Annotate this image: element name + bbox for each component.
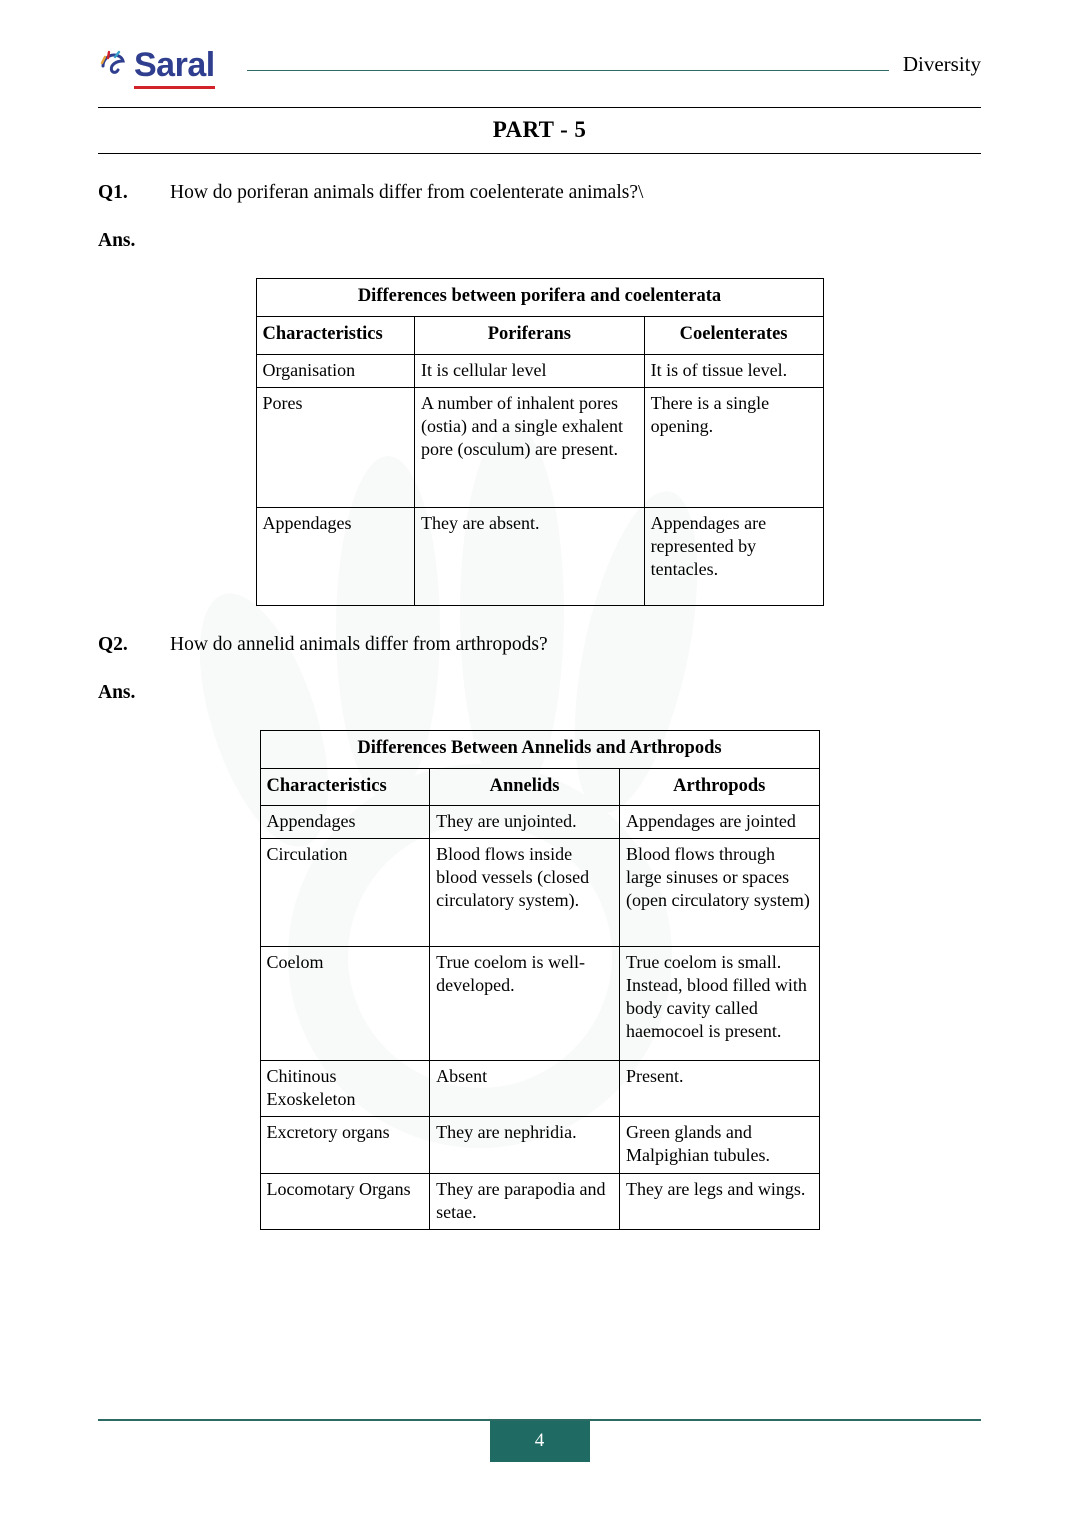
page-header bbox=[98, 0, 981, 85]
cell-characteristic: Circulation bbox=[260, 839, 430, 947]
question-label: Q1. bbox=[98, 182, 128, 203]
table-row bbox=[256, 354, 823, 387]
cell-poriferans: It is cellular level bbox=[415, 354, 645, 387]
table-2-wrapper bbox=[98, 730, 981, 1230]
hand-e-logo-icon bbox=[98, 49, 132, 83]
cell-coelenterates: There is a single opening. bbox=[644, 387, 823, 507]
table-row bbox=[260, 1061, 819, 1117]
header-divider bbox=[247, 69, 889, 71]
cell-arthropods: Blood flows through large sinuses or spaces (open circulatory system) bbox=[619, 839, 819, 947]
column-header-annelids: Annelids bbox=[430, 768, 620, 806]
table-row bbox=[260, 947, 819, 1061]
table-1-wrapper bbox=[98, 278, 981, 605]
cell-characteristic: Chitinous Exoskeleton bbox=[260, 1061, 430, 1117]
table-row bbox=[256, 387, 823, 507]
cell-characteristic: Pores bbox=[256, 387, 415, 507]
page-footer bbox=[0, 1419, 1079, 1462]
table-caption-row bbox=[256, 279, 823, 317]
brand-logo bbox=[98, 46, 215, 85]
part-title: PART - 5 bbox=[492, 117, 587, 142]
question-row bbox=[98, 632, 981, 658]
cell-annelids: Blood flows inside blood vessels (closed circulatory system). bbox=[430, 839, 620, 947]
porifera-coelenterata-table bbox=[256, 278, 824, 605]
table-header-row bbox=[260, 768, 819, 806]
column-header-poriferans: Poriferans bbox=[415, 316, 645, 354]
brand-name: Saral bbox=[134, 46, 215, 84]
cell-coelenterates: Appendages are represented by tentacles. bbox=[644, 507, 823, 605]
annelids-arthropods-table bbox=[260, 730, 820, 1230]
table-header-row bbox=[256, 316, 823, 354]
table-row bbox=[260, 839, 819, 947]
cell-characteristic: Appendages bbox=[256, 507, 415, 605]
question-block-1 bbox=[98, 180, 981, 252]
table-caption-row bbox=[260, 731, 819, 769]
cell-coelenterates: It is of tissue level. bbox=[644, 354, 823, 387]
cell-arthropods: Present. bbox=[619, 1061, 819, 1117]
cell-characteristic: Appendages bbox=[260, 806, 430, 839]
cell-annelids: They are nephridia. bbox=[430, 1117, 620, 1173]
cell-annelids: True coelom is well-developed. bbox=[430, 947, 620, 1061]
question-label: Q2. bbox=[98, 633, 128, 655]
cell-characteristic: Excretory organs bbox=[260, 1117, 430, 1173]
part-heading-bar bbox=[98, 107, 981, 154]
cell-arthropods: They are legs and wings. bbox=[619, 1173, 819, 1229]
answer-label: Ans. bbox=[98, 682, 136, 703]
table-caption: Differences between porifera and coelenterata bbox=[256, 279, 823, 317]
column-header-arthropods: Arthropods bbox=[619, 768, 819, 806]
cell-characteristic: Organisation bbox=[256, 354, 415, 387]
cell-poriferans: They are absent. bbox=[415, 507, 645, 605]
question-row bbox=[98, 180, 981, 206]
column-header-coelenterates: Coelenterates bbox=[644, 316, 823, 354]
table-caption: Differences Between Annelids and Arthropods bbox=[260, 731, 819, 769]
table-row bbox=[260, 1173, 819, 1229]
cell-arthropods: Green glands and Malpighian tubules. bbox=[619, 1117, 819, 1173]
chapter-title: Diversity bbox=[902, 52, 981, 76]
question-text: How do poriferan animals differ from coelenterate animals?\ bbox=[170, 182, 644, 203]
answer-label: Ans. bbox=[98, 230, 136, 252]
cell-arthropods: True coelom is small. Instead, blood filled with body cavity called haemocoel is present. bbox=[619, 947, 819, 1061]
table-row bbox=[260, 806, 819, 839]
column-header-characteristics: Characteristics bbox=[260, 768, 430, 806]
cell-annelids: They are unjointed. bbox=[430, 806, 620, 839]
cell-poriferans: A number of inhalent pores (ostia) and a single exhalent pore (osculum) are present. bbox=[415, 387, 645, 507]
cell-annelids: Absent bbox=[430, 1061, 620, 1117]
page-number: 4 bbox=[490, 1421, 590, 1462]
question-text: How do annelid animals differ from arthropods? bbox=[170, 633, 548, 655]
cell-arthropods: Appendages are jointed bbox=[619, 806, 819, 839]
cell-characteristic: Locomotary Organs bbox=[260, 1173, 430, 1229]
column-header-characteristics: Characteristics bbox=[256, 316, 415, 354]
cell-annelids: They are parapodia and setae. bbox=[430, 1173, 620, 1229]
table-row bbox=[260, 1117, 819, 1173]
question-block-2 bbox=[98, 632, 981, 704]
table-row bbox=[256, 507, 823, 605]
cell-characteristic: Coelom bbox=[260, 947, 430, 1061]
